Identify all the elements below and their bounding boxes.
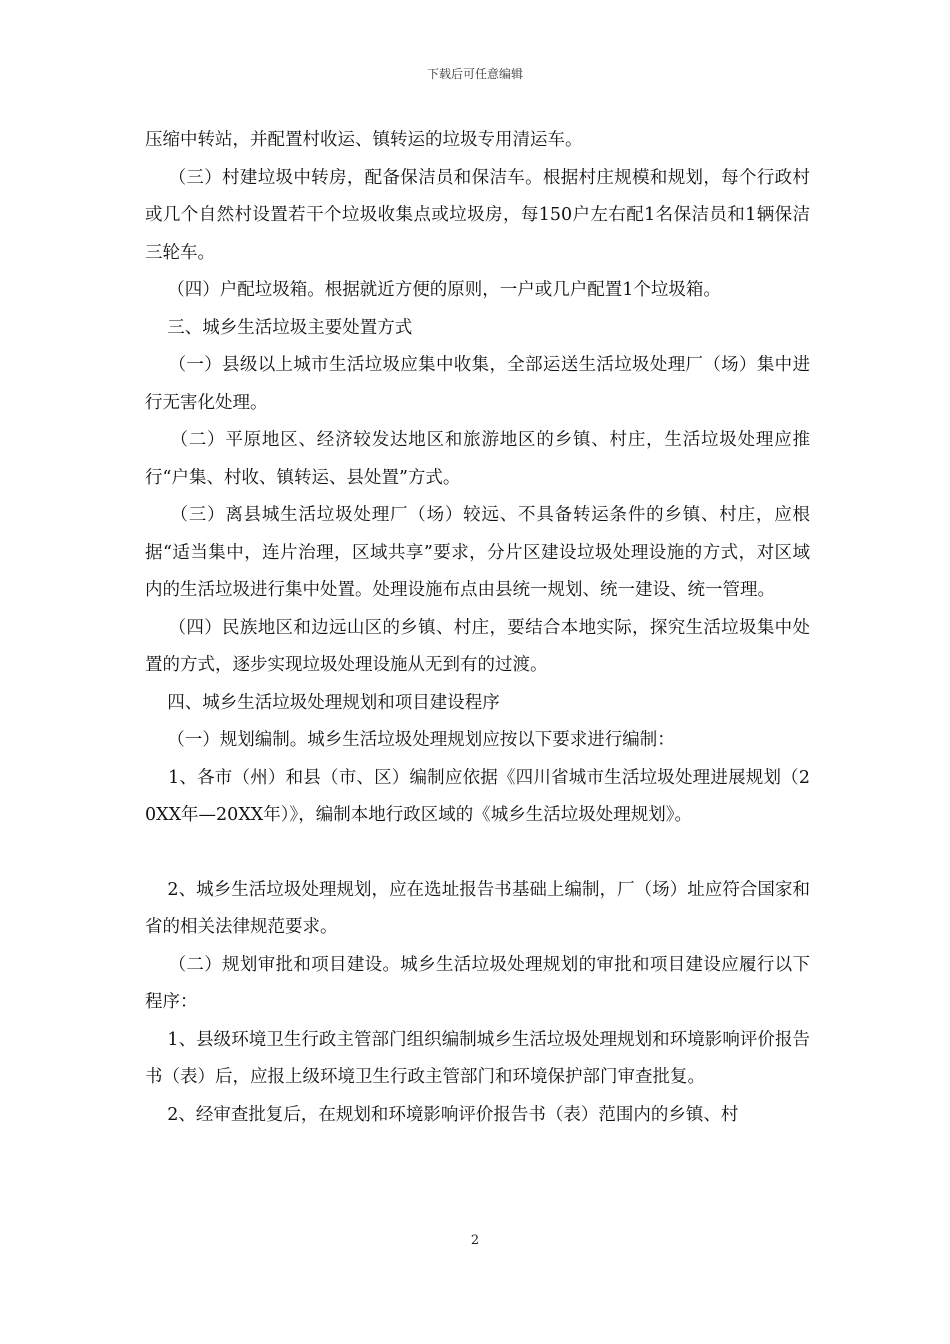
- paragraph: （二）平原地区、经济较发达地区和旅游地区的乡镇、村庄，生活垃圾处理应推行“户集、村收、镇转运、县处置”方式。: [145, 430, 810, 488]
- section-heading: 三、城乡生活垃圾主要处置方式: [145, 317, 413, 338]
- paragraph: 压缩中转站，并配置村收运、镇转运的垃圾专用清运车。: [145, 130, 583, 150]
- document-body: [145, 122, 810, 1134]
- paragraph: （三）村建垃圾中转房，配备保洁员和保洁车。根据村庄规模和规划，每个行政村或几个自然村设置若干个垃圾收集点或垃圾房，每150户左右配1名保洁员和1辆保洁三轮车。: [145, 167, 810, 263]
- paragraph: （一）县级以上城市生活垃圾应集中收集，全部运送生活垃圾处理厂（场）集中进行无害化处理。: [145, 355, 810, 413]
- paragraph: （二）规划审批和项目建设。城乡生活垃圾处理规划的审批和项目建设应履行以下程序：: [145, 954, 810, 1012]
- paragraph: 2、城乡生活垃圾处理规划，应在选址报告书基础上编制，厂（场）址应符合国家和省的相关法律规范要求。: [145, 879, 810, 937]
- section-heading: 四、城乡生活垃圾处理规划和项目建设程序: [145, 692, 500, 713]
- page-header: 下载后可任意编辑: [426, 67, 523, 81]
- page-number: 2: [470, 1233, 480, 1248]
- paragraph: 2、经审查批复后，在规划和环境影响评价报告书（表）范围内的乡镇、村: [145, 1104, 739, 1125]
- blank-line: [145, 835, 810, 872]
- paragraph: （四）户配垃圾箱。根据就近方便的原则，一户或几户配置1个垃圾箱。: [145, 280, 721, 300]
- paragraph: （三）离县城生活垃圾处理厂（场）较远、不具备转运条件的乡镇、村庄，应根据“适当集中，连片治理，区域共享”要求，分片区建设垃圾处理设施的方式，对区域内的生活垃圾进行集中处置。处理设施布点由县统一规划、统一建设、统一管理。: [145, 505, 810, 600]
- paragraph: （一）规划编制。城乡生活垃圾处理规划应按以下要求进行编制：: [145, 730, 675, 750]
- paragraph: 1、县级环境卫生行政主管部门组织编制城乡生活垃圾处理规划和环境影响评价报告书（表）后，应报上级环境卫生行政主管部门和环境保护部门审查批复。: [145, 1029, 810, 1087]
- paragraph: （四）民族地区和边远山区的乡镇、村庄，要结合本地实际，探究生活垃圾集中处置的方式，逐步实现垃圾处理设施从无到有的过渡。: [145, 617, 810, 675]
- paragraph: 1、各市（州）和县（市、区）编制应依据《四川省城市生活垃圾处理进展规划（20XX年—20XX年）》，编制本地行政区域的《城乡生活垃圾处理规划》。: [145, 767, 810, 825]
